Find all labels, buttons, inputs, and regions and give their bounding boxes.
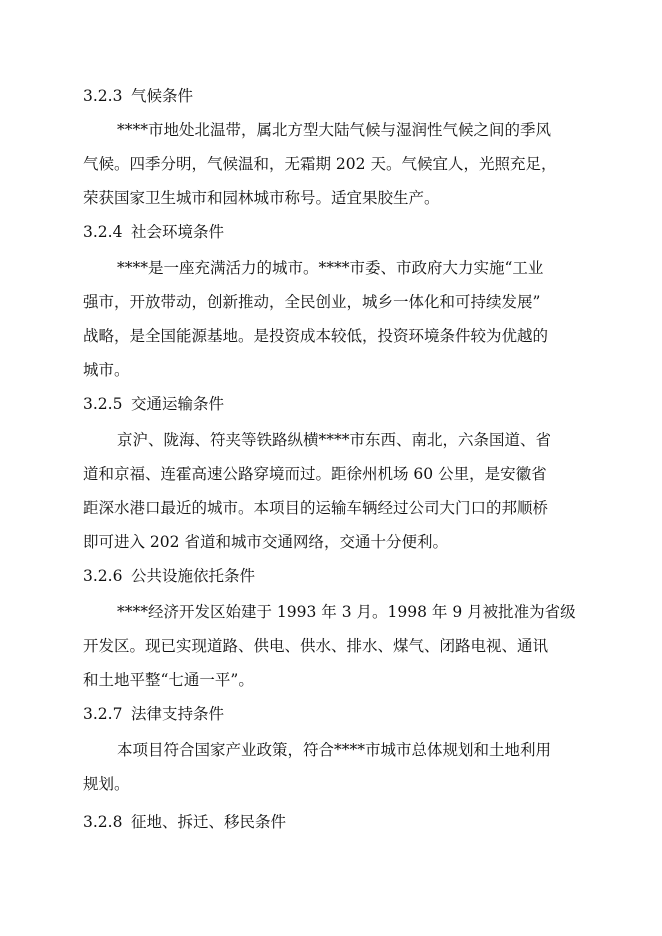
paragraph-line: 本项目符合国家产业政策，符合****市城市总体规划和土地利用	[117, 741, 552, 759]
section-heading-3-2-5	[83, 392, 224, 414]
section-title: 公共设施依托条件	[131, 567, 256, 585]
section-title: 征地、拆迁、移民条件	[131, 813, 287, 831]
paragraph-line: 道和京福、连霍高速公路穿境而过。距徐州机场 60 公里，是安徽省	[83, 465, 547, 483]
paragraph-line: ****是一座充满活力的城市。****市委、市政府大力实施“工业	[117, 259, 544, 277]
paragraph-line: 规划。	[83, 775, 130, 793]
section-number: 3.2.4	[83, 223, 123, 241]
section-heading-3-2-4	[83, 220, 224, 242]
section-number: 3.2.8	[83, 813, 123, 831]
section-number: 3.2.3	[83, 87, 123, 105]
section-title: 法律支持条件	[131, 705, 225, 723]
section-heading-3-2-6	[83, 564, 255, 586]
section-title: 交通运输条件	[131, 395, 225, 413]
section-heading-3-2-7	[83, 702, 224, 724]
paragraph-line: 和土地平整“七通一平”。	[83, 671, 254, 689]
paragraph-line: ****经济开发区始建于 1993 年 3 月。1998 年 9 月被批准为省级	[117, 603, 576, 621]
paragraph-line: 开发区。现已实现道路、供电、供水、排水、煤气、闭路电视、通讯	[83, 637, 549, 655]
section-heading-3-2-8	[83, 810, 286, 832]
section-number: 3.2.5	[83, 395, 123, 413]
paragraph-line: 城市。	[83, 361, 130, 379]
paragraph-line: 京沪、陇海、符夹等铁路纵横****市东西、南北，六条国道、省	[117, 431, 552, 449]
paragraph-line: ****市地处北温带，属北方型大陆气候与湿润性气候之间的季风	[117, 121, 552, 139]
paragraph-line: 气候。四季分明，气候温和，无霜期 202 天。气候宜人，光照充足，	[83, 155, 557, 173]
section-number: 3.2.6	[83, 567, 123, 585]
paragraph-line: 即可进入 202 省道和城市交通网络，交通十分便利。	[83, 533, 448, 551]
paragraph-line: 距深水港口最近的城市。本项目的运输车辆经过公司大门口的邦顺桥	[83, 499, 549, 517]
section-title: 气候条件	[131, 87, 194, 105]
section-title: 社会环境条件	[131, 223, 225, 241]
paragraph-line: 战略，是全国能源基地。是投资成本较低，投资环境条件较为优越的	[83, 327, 549, 345]
paragraph-line: 荣获国家卫生城市和园林城市称号。适宜果胶生产。	[83, 189, 440, 207]
section-heading-3-2-3	[83, 84, 193, 106]
section-number: 3.2.7	[83, 705, 123, 723]
paragraph-line: 强市，开放带动，创新推动，全民创业，城乡一体化和可持续发展”	[83, 293, 541, 311]
